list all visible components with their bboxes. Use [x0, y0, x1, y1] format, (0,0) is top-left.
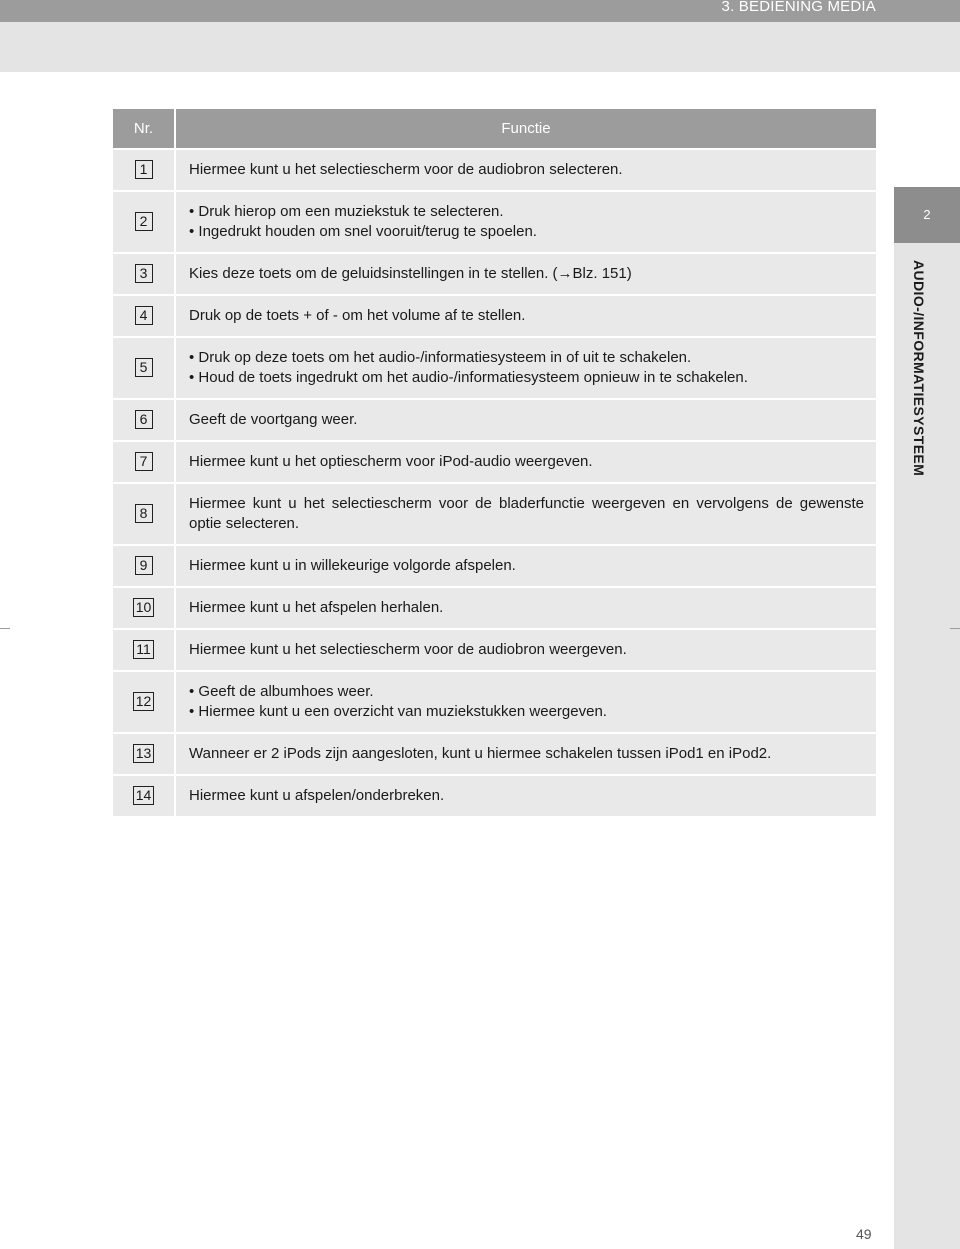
page-number: 49 [856, 1226, 872, 1242]
row-number-badge: 11 [133, 640, 154, 659]
row-function-cell [175, 253, 876, 295]
bullet-text: Houd de toets ingedrukt om het audio-/informatiesysteem opnieuw in te schakelen. [198, 369, 748, 386]
bullet-text: Ingedrukt houden om snel vooruit/terug te spoelen. [198, 223, 537, 240]
bullet-icon: • [189, 223, 199, 240]
row-function-cell [175, 149, 876, 191]
row-function-cell [175, 441, 876, 483]
function-text: Hiermee kunt u het afspelen herhalen. [189, 599, 444, 616]
bullet-icon: • [189, 203, 199, 220]
bullet-text: Druk op deze toets om het audio-/informatiesysteem in of uit te schakelen. [198, 349, 692, 366]
row-number-cell [113, 441, 175, 483]
table-row [113, 399, 876, 441]
bullet-icon: • [189, 703, 199, 720]
bullet-item [189, 682, 864, 702]
row-number-badge: 14 [133, 786, 155, 805]
row-function-cell [175, 671, 876, 733]
row-number-badge: 7 [135, 452, 153, 471]
row-function-cell [175, 733, 876, 775]
table-row [113, 253, 876, 295]
table-row [113, 191, 876, 253]
function-text: Geeft de voortgang weer. [189, 411, 358, 428]
row-function-cell [175, 629, 876, 671]
table-row [113, 733, 876, 775]
row-function-cell [175, 399, 876, 441]
table-row [113, 337, 876, 399]
row-number-cell [113, 483, 175, 545]
bullet-text: Geeft de albumhoes weer. [198, 683, 374, 700]
table-row [113, 295, 876, 337]
row-number-badge: 12 [133, 692, 155, 711]
row-function-cell [175, 775, 876, 816]
function-text: Hiermee kunt u het optiescherm voor iPod-audio weergeven. [189, 453, 593, 470]
header-nr: Nr. [113, 109, 175, 149]
header-bar [0, 0, 960, 22]
chapter-tab [894, 187, 960, 243]
row-number-cell [113, 399, 175, 441]
row-number-cell [113, 671, 175, 733]
row-number-badge: 5 [135, 358, 153, 377]
row-number-cell [113, 587, 175, 629]
row-number-badge: 2 [135, 212, 153, 231]
crop-mark-left [0, 628, 10, 629]
row-number-cell [113, 191, 175, 253]
bullet-item [189, 368, 864, 388]
bullet-text: Hiermee kunt u een overzicht van muziekstukken weergeven. [198, 703, 607, 720]
row-function-cell [175, 545, 876, 587]
row-number-badge: 10 [133, 598, 155, 617]
row-number-cell [113, 295, 175, 337]
bullet-icon: • [189, 683, 199, 700]
table-row [113, 149, 876, 191]
function-text: Wanneer er 2 iPods zijn aangesloten, kunt u hiermee schakelen tussen iPod1 en iPod2. [189, 745, 772, 762]
row-number-badge: 13 [133, 744, 155, 763]
row-number-badge: 8 [135, 504, 153, 523]
bullet-icon: • [189, 369, 199, 386]
bullet-icon: • [189, 349, 199, 366]
crop-mark-right [950, 628, 960, 629]
row-function-cell [175, 295, 876, 337]
row-number-cell [113, 775, 175, 816]
chapter-label: AUDIO-/INFORMATIESYSTEEM [911, 260, 927, 477]
header-band [0, 22, 960, 72]
bullet-text: Druk hierop om een muziekstuk te selecteren. [198, 203, 504, 220]
row-number-cell [113, 545, 175, 587]
bullet-item [189, 202, 864, 222]
table-row [113, 545, 876, 587]
row-number-badge: 9 [135, 556, 153, 575]
row-number-cell [113, 149, 175, 191]
function-text: Hiermee kunt u het selectiescherm voor de audiobron weergeven. [189, 641, 627, 658]
row-number-cell [113, 733, 175, 775]
function-text: Hiermee kunt u afspelen/onderbreken. [189, 787, 445, 804]
row-function-cell [175, 337, 876, 399]
row-function-cell [175, 587, 876, 629]
function-text: Druk op de toets + of - om het volume af te stellen. [189, 307, 526, 324]
row-number-cell [113, 253, 175, 295]
row-number-cell [113, 629, 175, 671]
function-text: Hiermee kunt u in willekeurige volgorde afspelen. [189, 557, 516, 574]
table-row [113, 483, 876, 545]
function-table [113, 109, 876, 816]
row-number-badge: 3 [135, 264, 153, 283]
chapter-number: 2 [923, 207, 931, 222]
chapter-sidebar [894, 243, 960, 1249]
row-number-badge: 4 [135, 306, 153, 325]
bullet-item [189, 222, 864, 242]
function-text: Kies deze toets om de geluidsinstellingen in te stellen. (→Blz. 151) [189, 265, 632, 282]
table-row [113, 441, 876, 483]
table-header-row [113, 109, 876, 149]
row-number-badge: 6 [135, 410, 153, 429]
row-function-cell [175, 483, 876, 545]
row-number-cell [113, 337, 175, 399]
table-body [113, 149, 876, 816]
table-row [113, 671, 876, 733]
table-row [113, 629, 876, 671]
section-title: 3. BEDIENING MEDIA [721, 0, 876, 15]
table-row [113, 775, 876, 816]
row-number-badge: 1 [135, 160, 153, 179]
function-text: Hiermee kunt u het selectiescherm voor de bladerfunctie weergeven en vervolgens de gewenste optie selecteren. [189, 495, 864, 532]
row-function-cell [175, 191, 876, 253]
bullet-item [189, 702, 864, 722]
header-function: Functie [175, 109, 876, 149]
table-row [113, 587, 876, 629]
function-text: Hiermee kunt u het selectiescherm voor de audiobron selecteren. [189, 161, 623, 178]
bullet-item [189, 348, 864, 368]
